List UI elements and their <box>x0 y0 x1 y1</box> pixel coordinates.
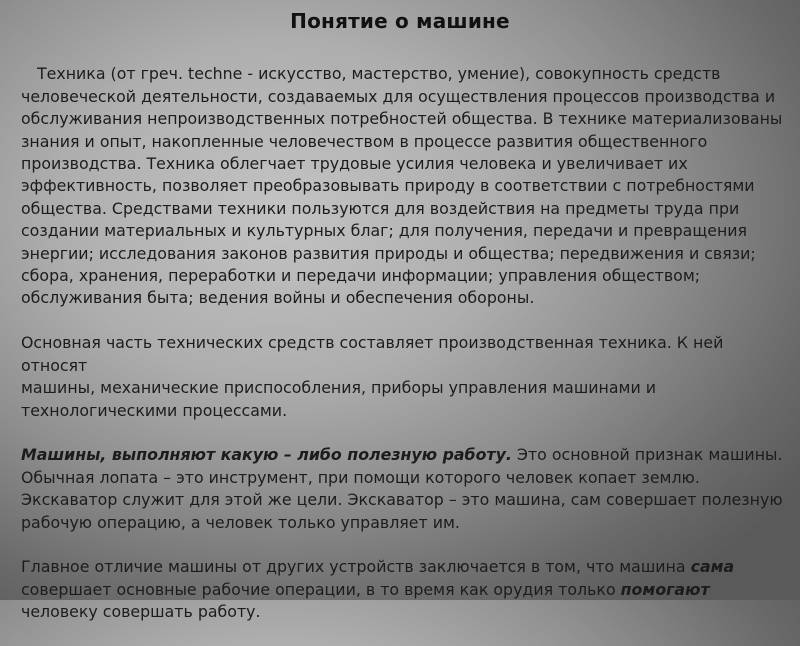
emphasis-pomogayut: помогают <box>620 579 710 599</box>
machine-feature-emphasis: Машины, выполняют какую – либо полезную работу. <box>21 445 512 465</box>
emphasis-sama: сама <box>690 557 735 577</box>
main-difference-text-2: совершает основные рабочие операции, в то время как орудия только <box>21 579 616 599</box>
slide-body <box>21 41 793 646</box>
paragraph-technique-definition: Техника (от греч. techne - искусство, мастерство, умение), совокупность средств человеческой деятельности, создаваемых для осуществления процессов производства и обслуживания непроизводственных потребностей общества. В технике материализованы знания и опыт, накопленные человечеством в процессе развития общественного производства. Техника облегчает трудовые усилия человека и увеличивает их эффективность, позволяет преобразовывать природу в соответствии с потребностями общества. Средствами техники пользуются для воздействия на предметы труда при создании материальных и культурных благ; для получения, передачи и превращения энергии; исследования законов развития природы и общества; передвижения и связи; сбора, хранения, переработки и передачи информации; управления обществом; обслуживания быта; ведения войны и обеспечения обороны. <box>21 64 783 308</box>
slide-title: Понятие о машине <box>290 9 510 33</box>
main-difference-text-1: Главное отличие машины от других устройств заключается в том, что машина <box>21 557 691 577</box>
paragraph-machine-feature <box>21 444 793 534</box>
paragraph-main-difference <box>21 556 793 623</box>
paragraph-production-technique: Основная часть технических средств составляет производственная техника. К ней относят машины, механические приспособления, приборы управления машинами и технологическими процессами. <box>21 333 724 420</box>
machine-feature-text: Это основной признак машины. Обычная лопата – это инструмент, при помощи которого человек копает землю. Экскаватор служит для этой же цели. Экскаватор – это машина, сам совершает полезную рабочую операцию, а человек только управляет им. <box>21 445 783 532</box>
main-difference-text-3: человеку совершать работу. <box>21 602 261 622</box>
